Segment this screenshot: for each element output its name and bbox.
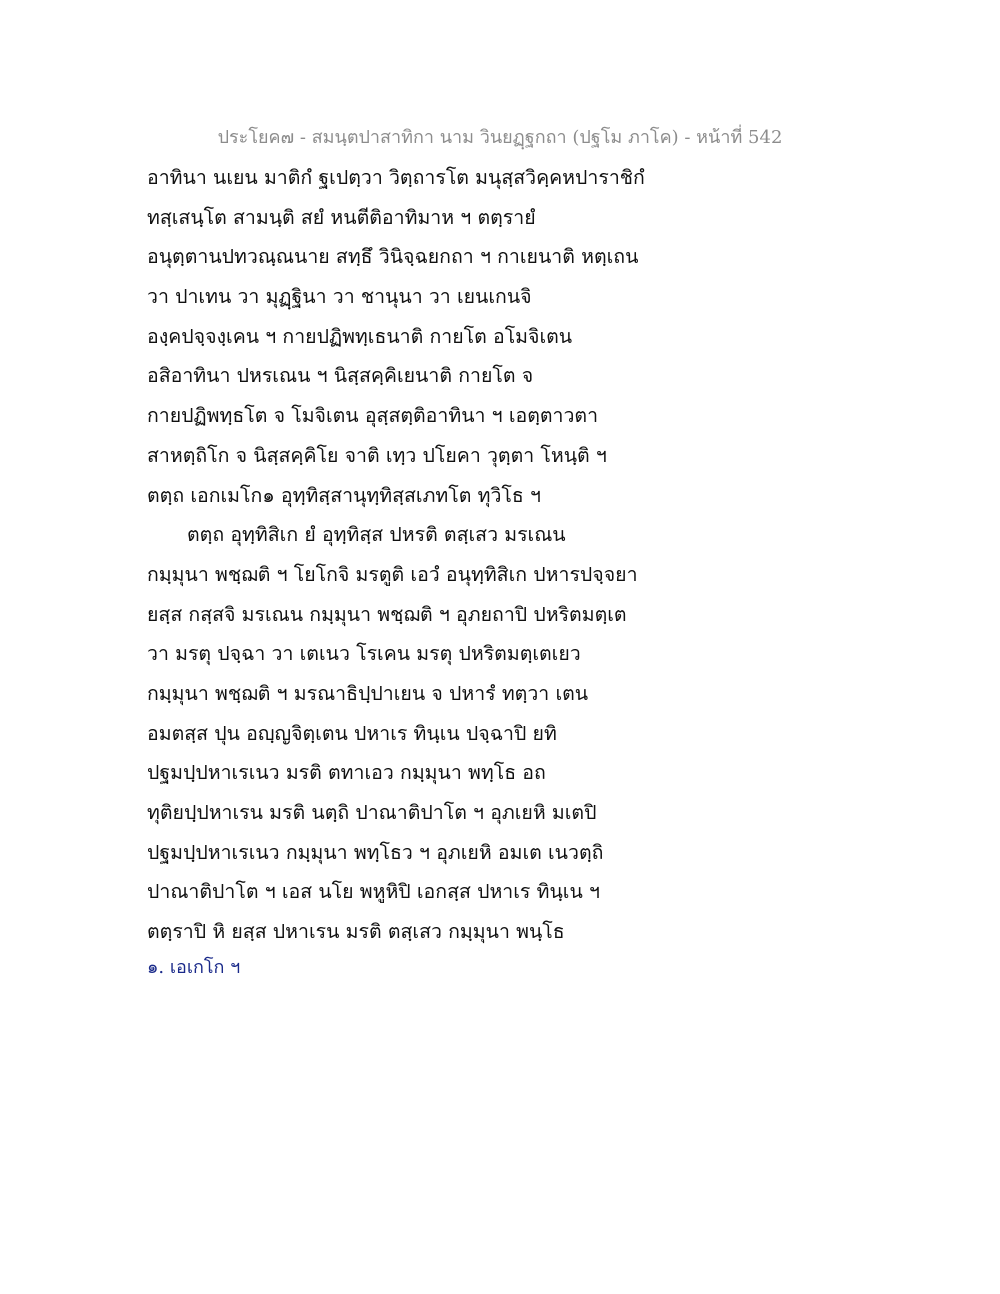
text-line: กายปฏิพทฺธโต จ โมจิเตน อุสฺสตฺติอาทินา ฯ เอตฺตาวตา — [147, 404, 599, 428]
text-line: กมฺมุนา พชฺฌติ ฯ มรณาธิปฺปาเยน จ ปหารํ ทตฺวา เตน — [147, 681, 589, 705]
text-line: ตตฺราปิ หิ ยสฺส ปหาเรน มรติ ตสฺเสว กมฺมุนา พนฺโธ — [147, 920, 565, 944]
text-line: ปฐมปฺปหาเรเนว กมฺมุนา พทฺโธว ฯ อุภเยหิ อมเต เนวตฺถิ — [147, 840, 604, 864]
text-line: ทุติยปฺปหาเรน มรติ นตฺถิ ปาณาติปาโต ฯ อุภเยหิ มเตปิ — [147, 801, 597, 824]
footnote: ๑. เอเกโก ฯ — [147, 957, 241, 978]
text-line: ตตฺถ เอกเมโก๑ อุทฺทิสฺสานุทฺทิสฺสเภทโต ทุวิโธ ฯ — [147, 483, 541, 507]
paragraph-1 — [147, 158, 667, 515]
text-line: อาทินา นเยน มาติกํ ฐเปตฺวา วิตฺถารโต มนุสฺสวิคฺคหปาราชิกํ — [147, 166, 645, 189]
text-line: ปาณาติปาโต ฯ เอส นโย พหูหิปิ เอกสฺส ปหาเร ทินฺเน ฯ — [147, 880, 600, 904]
text-line: องฺคปจฺจงฺเคน ฯ กายปฏิพทฺเธนาติ กายโต อโมจิเตน — [147, 324, 573, 348]
text-line: กมฺมุนา พชฺฌติ ฯ โยโกจิ มรตูติ เอวํ อนุทฺทิสิเก ปหารปจฺจยา — [147, 562, 638, 586]
text-line: ทสฺเสนฺโต สามนฺติ สยํ หนตีติอาทิมาห ฯ ตตฺรายํ — [147, 205, 536, 229]
text-line: สาหตฺถิโก จ นิสฺสคฺคิโย จาติ เทฺว ปโยคา วุตฺตา โหนฺติ ฯ — [147, 443, 607, 467]
text-line: ตตฺถ อุทฺทิสิเก ยํ อุทฺทิสฺส ปหรติ ตสฺเสว มรเณน — [187, 523, 566, 547]
paragraph-2 — [147, 515, 667, 952]
text-line: ยสฺส กสฺสจิ มรเณน กมฺมุนา พชฺฌติ ฯ อุภยถาปิ ปหริตมตฺเต — [147, 602, 627, 626]
text-line: อมตสฺส ปุน อญฺญจิตฺเตน ปหาเร ทินฺเน ปจฺฉาปิ ยทิ — [147, 721, 557, 745]
text-line: วา มรตุ ปจฺฉา วา เตเนว โรเคน มรตุ ปหริตมตฺเตเยว — [147, 642, 581, 666]
text-line: วา ปาเทน วา มุฏฺฐินา วา ชานุนา วา เยนเกนจิ — [147, 285, 532, 309]
page-header: ประโยค๗ - สมนฺตปาสาทิกา นาม วินยฏฺฐกถา (ปฐโม ภาโค) - หน้าที่ 542 — [217, 127, 783, 148]
body-text — [147, 158, 667, 952]
text-line: อนุตฺตานปทวณฺณนาย สทฺธึ วินิจฺฉยกถา ฯ กาเยนาติ หตฺเถน — [147, 245, 639, 269]
text-line: อสิอาทินา ปหรเณน ฯ นิสฺสคฺคิเยนาติ กายโต จ — [147, 364, 534, 388]
text-line: ปฐมปฺปหาเรเนว มรติ ตทาเอว กมฺมุนา พทฺโธ อถ — [147, 761, 546, 785]
